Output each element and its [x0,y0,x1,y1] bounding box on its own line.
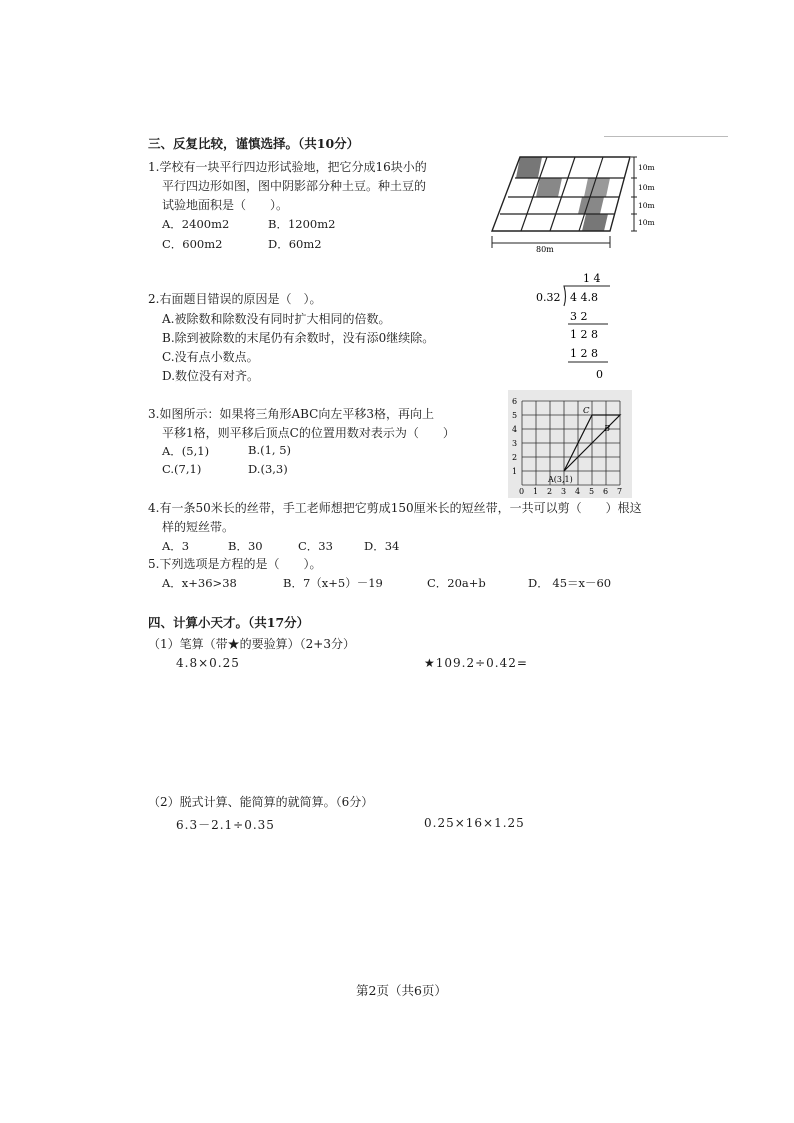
base-length-label: 80m [536,245,554,254]
coordinate-grid-figure [508,390,632,498]
y-tick: 6 [512,397,518,406]
header-rule [604,136,728,137]
q4-text-line1: 4.有一条50米长的丝带，手工老师想把它剪成150厘米长的短丝带，一共可以剪（ ）根这 [148,501,642,515]
q1-text-line3: 试验地面积是（ ）。 [162,198,289,212]
q4-option-b: B．30 [228,539,263,553]
quotient: 1 4 [583,272,601,285]
section-4-title: 四、计算小天才。（共17分） [148,615,310,630]
x-tick: 3 [561,487,567,496]
q3-option-c: C.(7,1) [162,462,202,476]
x-tick: 4 [575,487,581,496]
shaded-cell [584,178,610,197]
x-tick: 5 [589,487,595,496]
shaded-cell [516,157,542,178]
row-height-label: 10m [638,218,655,227]
y-tick: 3 [512,439,518,448]
part1-expression-1: 4.8×0.25 [176,656,240,670]
q1-option-d: D．60m2 [268,237,322,251]
shaded-cell [578,197,604,214]
q2-option-c: C.没有点小数点。 [162,350,259,364]
parallelogram-grid-figure [484,152,664,256]
q1-option-a: A．2400m2 [162,217,230,231]
row-height-label: 10m [638,201,655,210]
y-tick: 5 [512,411,518,420]
part1-expression-2: ★109.2÷0.42= [424,656,528,670]
shaded-cell [582,214,608,231]
row-height-label: 10m [638,183,655,192]
dividend: 4 4.8 [570,291,598,304]
q4-text-line2: 样的短丝带。 [162,520,235,534]
q2-option-b: B.除到被除数的末尾仍有余数时，没有添0继续除。 [162,331,435,345]
q2-text: 2.右面题目错误的原因是（ ）。 [148,292,322,306]
x-tick: 0 [519,487,525,496]
q5-option-c: C．20a+b [427,576,486,590]
x-tick: 1 [533,487,539,496]
q4-option-a: A．3 [162,539,190,553]
y-tick: 2 [512,453,518,462]
q4-option-d: D．34 [364,539,400,553]
q1-option-c: C．600m2 [162,237,223,251]
page-number: 第2页（共6页） [356,983,447,998]
q2-option-d: D.数位没有对齐。 [162,369,260,383]
part2-label: （2）脱式计算、能简算的就简算。（6分） [148,795,374,809]
q1-text-line1: 1.学校有一块平行四边形试验地，把它分成16块小的 [148,160,427,174]
q3-option-a: A．(5,1) [162,444,210,458]
q5-option-a: A．x+36>38 [162,576,237,590]
q3-option-d: D.(3,3) [248,462,288,476]
parallelogram-outline [492,157,630,231]
vertex-b-label: B [604,424,611,434]
q2-option-a: A.被除数和除数没有同时扩大相同的倍数。 [162,312,391,326]
y-tick: 1 [512,467,518,476]
q5-text: 5.下列选项是方程的是（ ）。 [148,557,322,571]
vertex-a-label: A(3,1) [548,475,573,484]
part2-expression-2: 0.25×16×1.25 [424,816,525,830]
row-height-label: 10m [638,163,655,172]
x-tick: 7 [617,487,623,496]
step-subtrahend: 3 2 [570,310,588,323]
x-tick: 2 [547,487,553,496]
long-division-figure [530,266,620,384]
q3-text-line2: 平移1格，则平移后顶点C的位置用数对表示为（ ） [162,426,455,440]
q5-option-d: D． 45＝x－60 [528,576,612,590]
divisor: 0.32 [536,291,561,304]
shaded-cell [536,178,562,197]
q5-option-b: B．7（x+5）－19 [283,576,383,590]
q3-option-b: B.(1, 5) [248,443,292,457]
vertex-c-label: C [583,406,590,416]
q1-option-b: B．1200m2 [268,217,336,231]
q4-option-c: C．33 [298,539,333,553]
q3-text-line1: 3.如图所示：如果将三角形ABC向左平移3格，再向上 [148,407,434,421]
part1-label: （1）笔算（带★的要验算）（2+3分） [148,637,355,651]
y-tick: 4 [512,425,518,434]
x-tick: 6 [603,487,609,496]
q1-text-line2: 平行四边形如图，图中阴影部分种土豆。种土豆的 [162,179,427,193]
step-partial: 1 2 8 [570,328,598,341]
part2-expression-1: 6.3－2.1÷0.35 [176,818,275,832]
section-3-title: 三、反复比较，谨慎选择。（共10分） [148,136,360,151]
step-subtrahend: 1 2 8 [570,347,598,360]
remainder: 0 [596,368,603,381]
